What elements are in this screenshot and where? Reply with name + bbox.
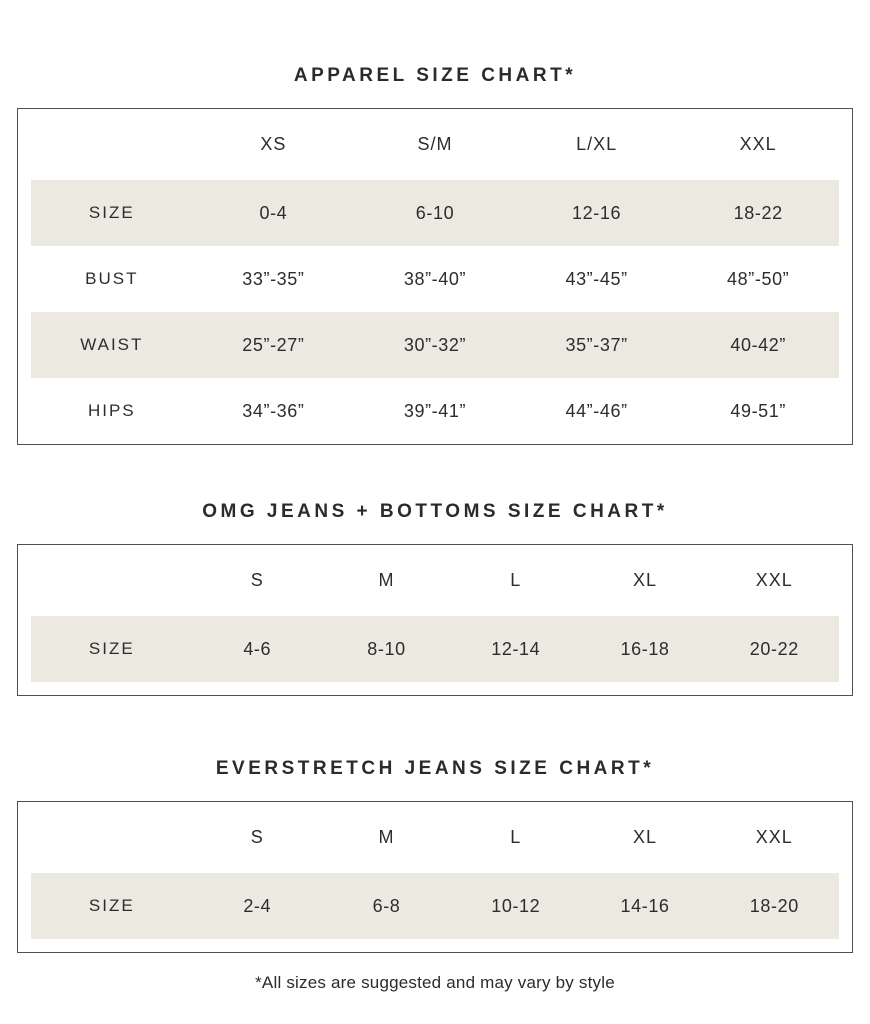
cell-size-lxl: 12-16 — [572, 202, 622, 223]
column-header-xxl: XXL — [755, 827, 793, 847]
table-row-hips — [31, 378, 839, 444]
table-row-size — [31, 180, 839, 246]
cell-size-l: 10-12 — [491, 895, 541, 916]
column-header-m: M — [378, 570, 395, 590]
cell-size-xxl: 18-20 — [749, 895, 799, 916]
cell-bust-xs: 33”-35” — [242, 268, 305, 289]
column-header-sm: S/M — [417, 134, 453, 154]
table-header-row — [31, 802, 839, 873]
row-label-bust: BUST — [85, 269, 139, 288]
omg-jeans-size-table — [17, 544, 853, 696]
cell-bust-xxl: 48”-50” — [727, 268, 790, 289]
table-row-waist — [31, 312, 839, 378]
cell-size-xs: 0-4 — [259, 202, 288, 223]
cell-size-s: 2-4 — [243, 895, 272, 916]
column-header-l: L — [510, 827, 522, 847]
cell-waist-lxl: 35”-37” — [565, 334, 628, 355]
row-label-size: SIZE — [88, 203, 135, 222]
cell-size-s: 4-6 — [243, 638, 272, 659]
everstretch-jeans-size-chart-section — [0, 756, 870, 953]
apparel-size-chart-section — [0, 63, 870, 445]
cell-waist-xs: 25”-27” — [242, 334, 305, 355]
table-header-row — [31, 545, 839, 616]
cell-hips-xxl: 49-51” — [730, 400, 786, 421]
cell-size-m: 8-10 — [367, 638, 406, 659]
column-header-m: M — [378, 827, 395, 847]
cell-hips-lxl: 44”-46” — [565, 400, 628, 421]
omg-jeans-size-chart-section — [0, 499, 870, 696]
row-label-size: SIZE — [88, 639, 135, 658]
row-label-waist: WAIST — [80, 335, 144, 354]
apparel-size-table — [17, 108, 853, 445]
table-row-bust — [31, 246, 839, 312]
column-header-xl: XL — [633, 570, 658, 590]
cell-waist-xxl: 40-42” — [730, 334, 786, 355]
column-header-xl: XL — [633, 827, 658, 847]
column-header-lxl: L/XL — [576, 134, 618, 154]
table-header-row — [31, 109, 839, 180]
cell-size-xl: 14-16 — [620, 895, 670, 916]
size-disclaimer-footnote: *All sizes are suggested and may vary by style — [255, 973, 615, 992]
column-header-xs: XS — [260, 134, 287, 154]
cell-bust-lxl: 43”-45” — [565, 268, 628, 289]
cell-waist-sm: 30”-32” — [403, 334, 467, 355]
table-row-size — [31, 873, 839, 939]
cell-size-xxl: 20-22 — [749, 638, 799, 659]
cell-size-sm: 6-10 — [415, 202, 455, 223]
column-header-xxl: XXL — [739, 134, 777, 154]
column-header-s: S — [250, 827, 264, 847]
cell-hips-xs: 34”-36” — [242, 400, 305, 421]
everstretch-chart-title: EVERSTRETCH JEANS SIZE CHART* — [215, 758, 655, 779]
omg-jeans-chart-title: OMG JEANS + BOTTOMS SIZE CHART* — [202, 501, 668, 522]
cell-size-xxl: 18-22 — [733, 202, 783, 223]
cell-size-l: 12-14 — [491, 638, 541, 659]
everstretch-size-table — [17, 801, 853, 953]
cell-hips-sm: 39”-41” — [403, 400, 467, 421]
apparel-chart-title: APPAREL SIZE CHART* — [293, 65, 577, 86]
table-row-size — [31, 616, 839, 682]
column-header-l: L — [510, 570, 522, 590]
column-header-s: S — [250, 570, 264, 590]
cell-bust-sm: 38”-40” — [403, 268, 467, 289]
row-label-size: SIZE — [88, 896, 135, 915]
row-label-hips: HIPS — [87, 401, 136, 420]
column-header-xxl: XXL — [755, 570, 793, 590]
cell-size-m: 6-8 — [372, 895, 401, 916]
cell-size-xl: 16-18 — [620, 638, 670, 659]
